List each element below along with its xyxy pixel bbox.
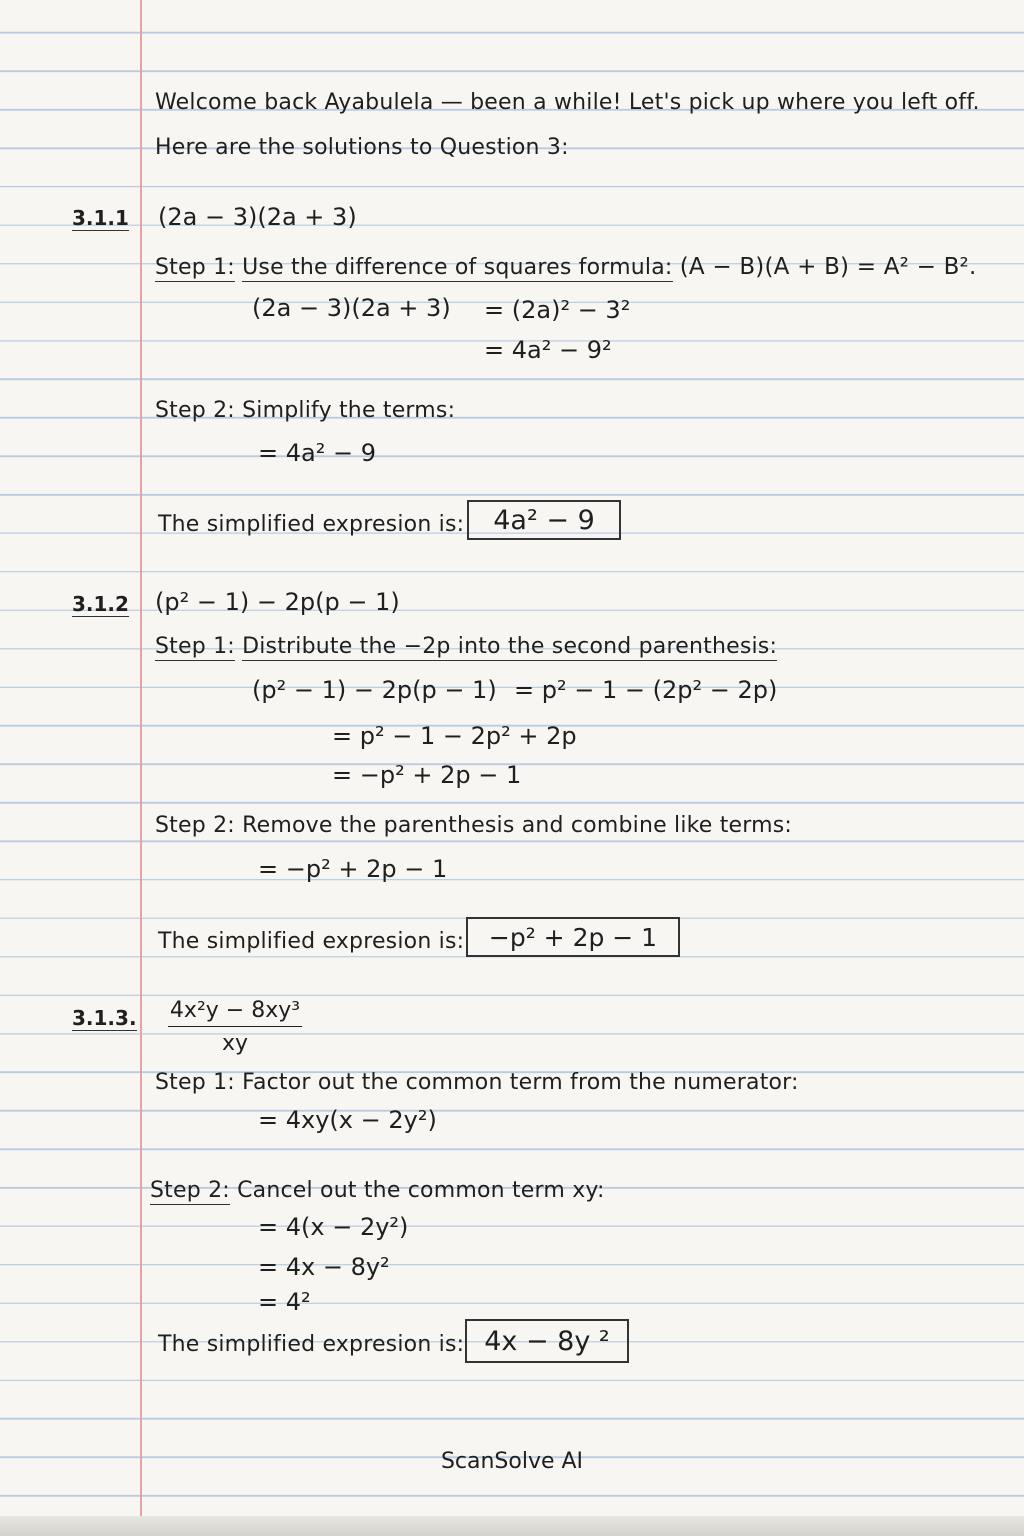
step-1-eq1-3-1-1: = (2a)² − 3² [484, 296, 631, 324]
step-text: Use the difference of squares formula: [242, 255, 673, 280]
intro-subtitle: Here are the solutions to Question 3: [155, 135, 569, 160]
question-number-3-1-3: 3.1.3. [72, 1006, 137, 1030]
step-2-eq1-3-1-1: = 4a² − 9 [258, 439, 376, 467]
margin-line [140, 0, 142, 1536]
step-1-lhs-3-1-2: (p² − 1) − 2p(p − 1) [252, 676, 497, 704]
question-number-3-1-2: 3.1.2 [72, 592, 129, 616]
answer-label-3-1-3: The simplified expresion is: [158, 1332, 465, 1357]
step-1-eq1-3-1-2: = p² − 1 − (2p² − 2p) [514, 676, 778, 704]
step-text: Cancel out the common term xy: [237, 1178, 605, 1203]
question-expression-3-1-2: (p² − 1) − 2p(p − 1) [155, 588, 400, 616]
step-1-row-3-1-1 [155, 256, 976, 279]
answer-box-3-1-2: −p² + 2p − 1 [466, 917, 680, 957]
step-1-eq2-3-1-2: = p² − 1 − 2p² + 2p [332, 722, 577, 750]
step-2-eq1-3-1-3: = 4(x − 2y²) [258, 1213, 409, 1241]
question-fraction-3-1-3 [160, 998, 310, 1056]
step-label: Step 2: [155, 813, 235, 838]
intro-greeting: Welcome back Ayabulela — been a while! Let's pick up where you left off. [155, 90, 980, 115]
step-2-row-3-1-1 [155, 400, 455, 422]
step-text: Factor out the common term from the numerator: [242, 1070, 799, 1095]
step-label: Step 2: [150, 1178, 230, 1203]
step-1-lhs-3-1-1: (2a − 3)(2a + 3) [252, 294, 451, 322]
step-label: Step 2: [155, 398, 235, 423]
step-2-eq3-3-1-3: = 4² [258, 1288, 311, 1316]
step-1-row-3-1-3 [155, 1072, 799, 1094]
fraction-denominator: xy [221, 1031, 249, 1056]
step-1-eq3-3-1-2: = −p² + 2p − 1 [332, 761, 522, 789]
step-label: Step 1: [155, 1070, 235, 1095]
answer-box-3-1-1: 4a² − 9 [467, 500, 621, 540]
answer-label-3-1-2: The simplified expresion is: [158, 929, 465, 954]
step-label: Step 1: [155, 255, 235, 280]
page-bottom-edge [0, 1516, 1024, 1536]
step-text: Remove the parenthesis and combine like terms: [242, 813, 793, 838]
step-2-row-3-1-2 [155, 815, 792, 837]
step-label: Step 1: [155, 634, 235, 659]
footer-brand: ScanSolve AI [440, 1449, 584, 1474]
question-expression-3-1-1: (2a − 3)(2a + 3) [158, 203, 357, 231]
step-2-eq1-3-1-2: = −p² + 2p − 1 [258, 855, 448, 883]
step-2-row-3-1-3 [150, 1180, 605, 1202]
step-2-eq2-3-1-3: = 4x − 8y² [258, 1253, 390, 1281]
step-1-eq1-3-1-3: = 4xy(x − 2y²) [258, 1106, 437, 1134]
fraction-numerator: 4x²y − 8xy³ [168, 998, 302, 1027]
step-1-eq2-3-1-1: = 4a² − 9² [484, 336, 612, 364]
step-text: Distribute the −2p into the second parenthesis: [242, 634, 778, 659]
question-number-3-1-1: 3.1.1 [72, 206, 129, 230]
step-1-row-3-1-2 [155, 636, 777, 658]
answer-box-3-1-3: 4x − 8y ² [465, 1319, 629, 1363]
step-formula: (A − B)(A + B) = A² − B². [679, 254, 977, 280]
step-text: Simplify the terms: [242, 398, 456, 423]
answer-label-3-1-1: The simplified expresion is: [158, 512, 465, 537]
